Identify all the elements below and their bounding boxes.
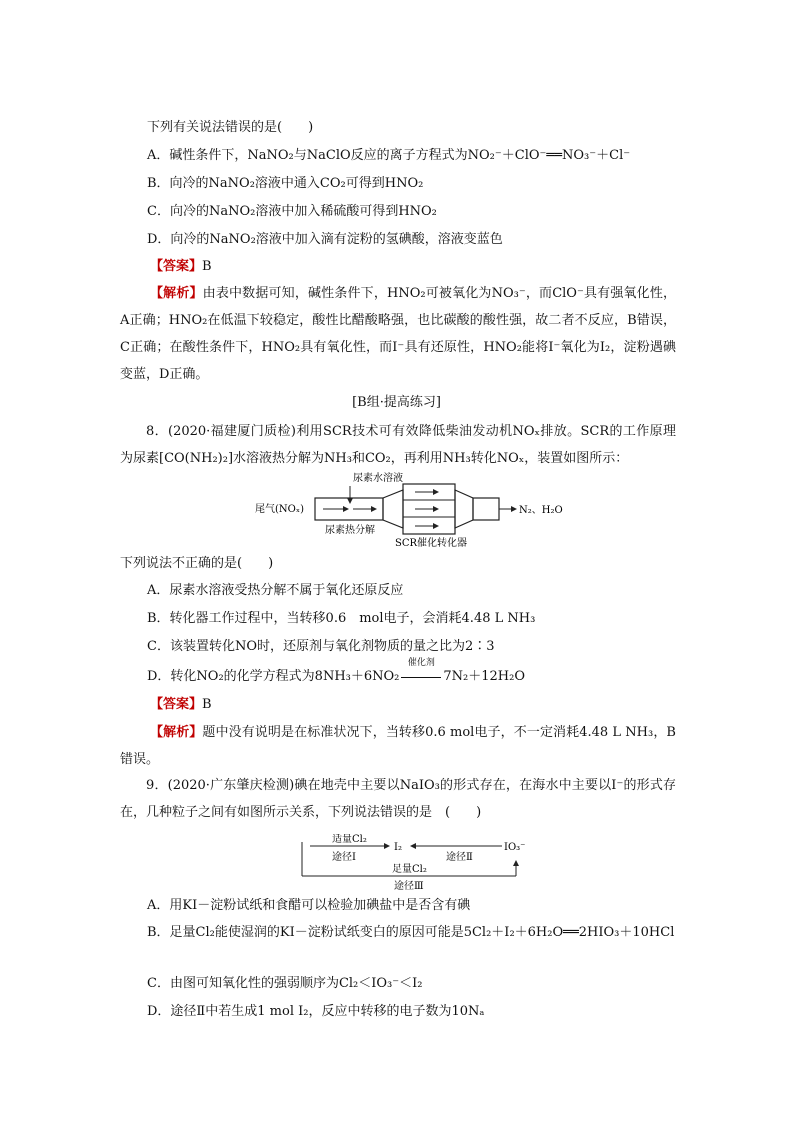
q8-option-d — [147, 658, 525, 685]
equation-left: D．转化NO₂的化学方程式为8NH₃＋6NO₂ — [147, 669, 400, 684]
path3-label: 途径Ⅲ — [394, 881, 424, 892]
answer-value: B — [202, 697, 212, 712]
q9-option-d: D．途径Ⅱ中若生成1 mol I₂，反应中转移的电子数为10Nₐ — [147, 1004, 485, 1019]
path2-label: 途径Ⅱ — [446, 852, 473, 863]
analysis-tag: 【解析】 — [150, 725, 203, 740]
exhaust-label: 尾气(NOₓ) — [255, 504, 304, 515]
q7-option-c: C．向冷的NaNO₂溶液中加入稀硫酸可得到HNO₂ — [147, 204, 437, 219]
q7-answer — [150, 259, 212, 275]
q9-option-a: A．用KI－淀粉试纸和食醋可以检验加碘盐中是否含有碘 — [147, 898, 471, 913]
q8-prompt: 下列说法不正确的是( ) — [120, 556, 274, 571]
q8-option-b: B．转化器工作过程中，当转移0.6 mol电子，会消耗4.48 L NH₃ — [147, 611, 536, 626]
q7-option-a: A．碱性条件下，NaNO₂与NaClO反应的离子方程式为NO₂⁻＋ClO⁻══NO₃⁻＋Cl⁻ — [147, 148, 631, 163]
section-heading: [B组·提高练习] — [352, 395, 441, 410]
path1-label: 途径Ⅰ — [332, 852, 356, 863]
q8-answer — [150, 697, 212, 713]
analysis-tag: 【解析】 — [150, 286, 203, 301]
catalyst-arrow — [399, 658, 443, 685]
i2-label: I₂ — [394, 842, 402, 853]
converter-label: SCR催化转化器 — [395, 538, 468, 549]
q8-option-a: A．尿素水溶液受热分解不属于氧化还原反应 — [147, 583, 404, 598]
answer-value: B — [202, 259, 212, 274]
q8-analysis — [120, 719, 676, 773]
top-label: 适量Cl₂ — [332, 834, 367, 845]
excess-label: 足量Cl₂ — [392, 864, 427, 875]
iodine-diagram — [296, 834, 536, 892]
q9-option-c: C．由图可知氧化性的强弱顺序为Cl₂＜IO₃⁻＜I₂ — [147, 976, 423, 991]
analysis-text: 题中没有说明是在标准状况下，当转移0.6 mol电子，不一定消耗4.48 L NH₃，B错误。 — [120, 725, 676, 767]
q8-option-c: C．该装置转化NO时，还原剂与氧化剂物质的量之比为2∶3 — [147, 639, 495, 654]
outlet-label: N₂、H₂O — [519, 505, 563, 516]
analysis-text: 由表中数据可知，碱性条件下，HNO₂可被氧化为NO₃⁻，而ClO⁻具有强氧化性，A正确；HNO₂在低温下较稳定，酸性比醋酸略强，也比碳酸的酸性强，故二者不反应，B错误，C正确；在酸性条件下，HNO₂具有氧化性，而I⁻具有还原性，HNO₂能将I⁻氧化为I₂，淀粉遇碘变蓝，D正确。 — [120, 286, 676, 382]
q9-stem: 9．(2020·广东肇庆检测)碘在地壳中主要以NaIO₃的形式存在，在海水中主要以I⁻的形式存在，几种粒子之间有如图所示关系，下列说法错误的是 ( ) — [120, 778, 676, 820]
q7-analysis — [120, 280, 676, 388]
scr-diagram — [255, 468, 575, 550]
q7-option-d: D．向冷的NaNO₂溶液中加入滴有淀粉的氢碘酸，溶液变蓝色 — [147, 232, 503, 247]
answer-tag: 【答案】 — [150, 697, 203, 712]
answer-tag: 【答案】 — [150, 259, 203, 274]
io3-label: IO₃⁻ — [504, 842, 526, 853]
equation-right: 7N₂＋12H₂O — [443, 669, 525, 684]
catalyst-label: 催化剂 — [407, 658, 435, 668]
q7-prompt: 下列有关说法错误的是( ) — [147, 120, 314, 135]
q9-option-b: B．足量Cl₂能使湿润的KI－淀粉试纸变白的原因可能是5Cl₂＋I₂＋6H₂O══2HIO₃＋10HCl — [147, 925, 675, 940]
urea-decompose-label: 尿素热分解 — [325, 525, 375, 536]
q8-stem: 8．(2020·福建厦门质检)利用SCR技术可有效降低柴油发动机NOₓ排放。SCR的工作原理为尿素[CO(NH₂)₂]水溶液热分解为NH₃和CO₂，再利用NH₃转化NOₓ，装置如图所示： — [120, 424, 676, 466]
q7-option-b: B．向冷的NaNO₂溶液中通入CO₂可得到HNO₂ — [147, 176, 424, 191]
urea-solution-label: 尿素水溶液 — [353, 473, 403, 484]
